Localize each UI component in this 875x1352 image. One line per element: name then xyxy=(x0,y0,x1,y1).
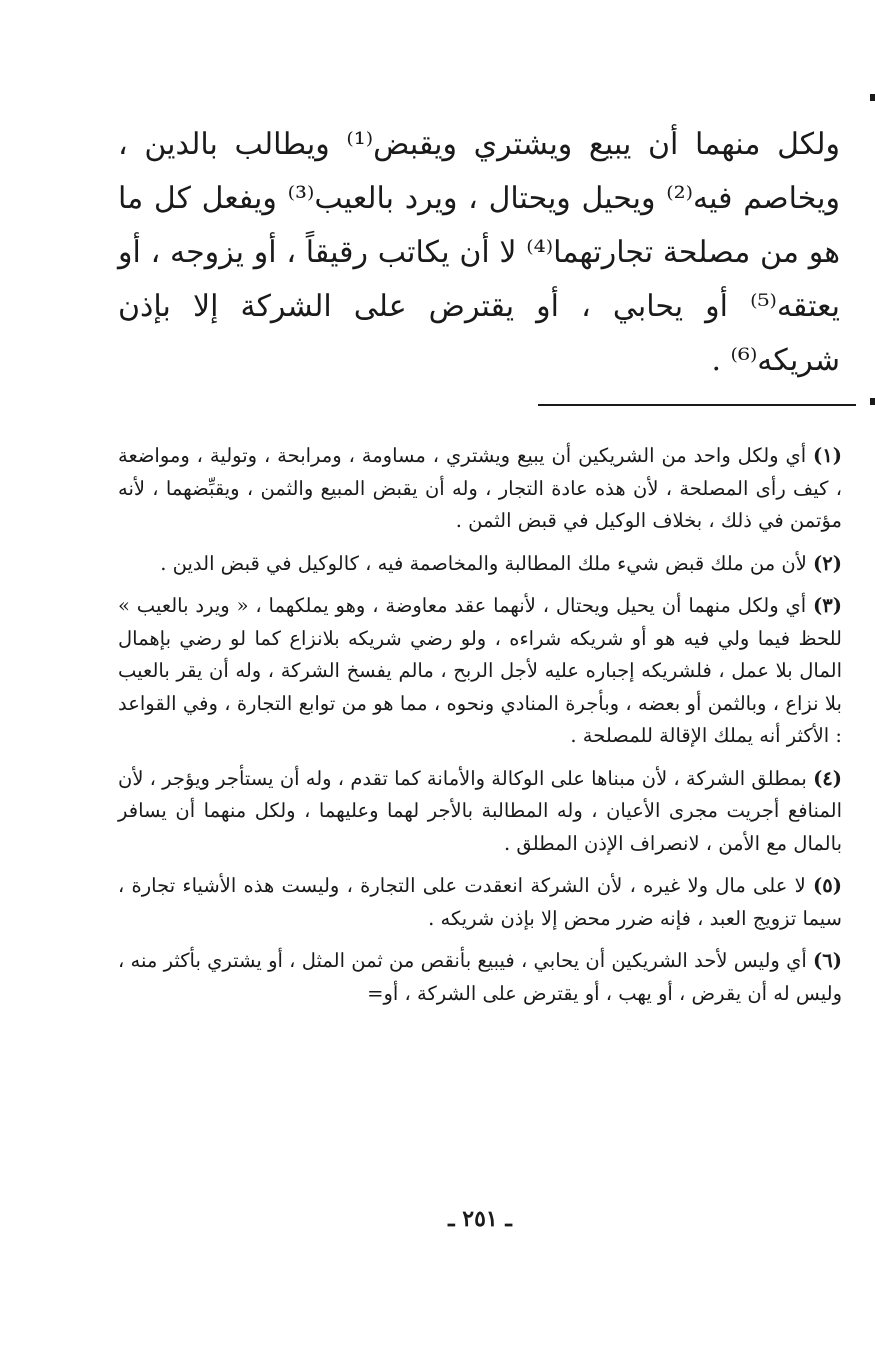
footnote-5 xyxy=(118,870,842,935)
page-number: ـ ٢٥١ ـ xyxy=(448,1206,512,1232)
footnotes-section xyxy=(118,440,842,1020)
footnote-text: أي ولكل واحد من الشريكين أن يبيع ويشتري ، مساومة ، ومرابحة ، وتولية ، ومواضعة ، كيف رأى المصلحة ، لأن هذه عادة التجار ، وله أن يقبض المبيع والثمن ، ويقبِّضهما ، لأنه مؤتمن في ذلك ، بخلاف الوكيل في قبض الثمن . xyxy=(118,444,842,532)
footnote-text: أي وليس لأحد الشريكين أن يحابي ، فيبيع بأنقص من ثمن المثل ، أو يشتري بأكثر منه ، وليس له أن يقرض ، أو يهب ، أو يقترض على الشركة ، أو= xyxy=(118,949,842,1005)
footnote-number: (٤) xyxy=(813,766,843,790)
footnote-number: (٥) xyxy=(813,874,842,897)
footnote-text: لا على مال ولا غيره ، لأن الشركة انعقدت على التجارة ، وليست هذه الأشياء تجارة ، سيما تزويج العبد ، فإنه ضرر محض إلا بإذن شريكه . xyxy=(118,874,842,930)
footnote-3 xyxy=(118,590,842,753)
footnote-6 xyxy=(118,945,842,1010)
footnote-number: (٣) xyxy=(813,594,842,617)
footnote-number: (٦) xyxy=(813,949,842,972)
footnote-number: (٢) xyxy=(813,551,842,575)
footnote-number: (١) xyxy=(813,444,842,467)
footnote-text: أي ولكل منهما أن يحيل ويحتال ، لأنهما عقد معاوضة ، وهو يملكهما ، « ويرد بالعيب » للحظ فيما ولي فيه هو أو شريكه شراءه ، ولو رضي شريكه بلانزاع كما لو رضي بإهمال المال بلا عمل ، فلشريكه إجباره عليه لأجل الربح ، مالم يفسخ الشركة ، وله أن يقر بالعيب بلا نزاع ، وبالثمن أو بعضه ، وبأجرة المنادي ونحوه ، مما هو من توابع التجارة ، وفي القواعد : الأكثر أنه يملك الإقالة للمصلحة . xyxy=(118,594,842,747)
footnote-text: لأن من ملك قبض شيء ملك المطالبة والمخاصمة فيه ، كالوكيل في قبض الدين . xyxy=(160,551,807,575)
footnote-text: بمطلق الشركة ، لأن مبناها على الوكالة والأمانة كما تقدم ، وله أن يستأجر ويؤجر ، لأن المنافع أجريت مجرى الأعيان ، وله المطالبة بالأجر لهما وعليهما ، ولكل منهما أن يسافر بالمال مع الأمن ، لانصراف الإذن المطلق . xyxy=(118,766,842,855)
main-text xyxy=(118,118,840,388)
footnote-divider xyxy=(538,404,856,406)
page-edge-mark xyxy=(870,398,875,405)
footnote-1 xyxy=(118,440,842,538)
footnote-2 xyxy=(118,548,842,581)
footnote-4 xyxy=(118,763,842,861)
main-paragraph: ولكل منهما أن يبيع ويشتري ويقبض⁽¹⁾ ويطالب بالدين ، ويخاصم فيه⁽²⁾ ويحيل ويحتال ، ويرد بالعيب⁽³⁾ ويفعل كل ما هو من مصلحة تجارتهما⁽⁴⁾ لا أن يكاتب رقيقاً ، أو يزوجه ، أو يعتقه⁽⁵⁾ أو يحابي ، أو يقترض على الشركة إلا بإذن شريكه⁽⁶⁾ . xyxy=(118,127,841,378)
page-edge-mark xyxy=(870,94,875,101)
